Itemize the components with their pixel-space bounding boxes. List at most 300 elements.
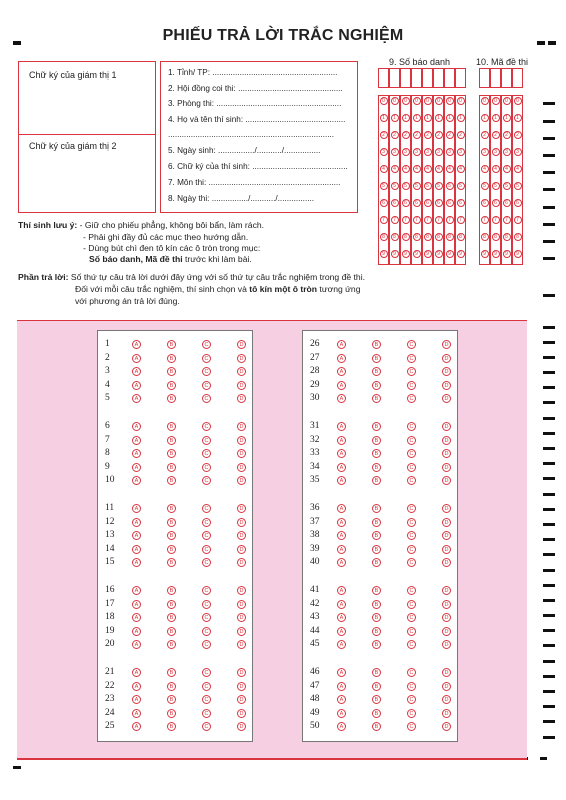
- answer-bubble-a[interactable]: A: [337, 504, 346, 513]
- answer-bubble-d[interactable]: D: [237, 463, 246, 472]
- digit-bubble[interactable]: 4: [402, 165, 410, 173]
- answer-bubble-c[interactable]: C: [407, 640, 416, 649]
- answer-bubble-a[interactable]: A: [337, 709, 346, 718]
- answer-bubble-b[interactable]: B: [372, 640, 381, 649]
- answer-bubble-d[interactable]: D: [237, 627, 246, 636]
- answer-bubble-a[interactable]: A: [337, 354, 346, 363]
- digit-bubble[interactable]: 2: [457, 131, 465, 139]
- digit-bubble[interactable]: 4: [514, 165, 522, 173]
- answer-bubble-b[interactable]: B: [167, 668, 176, 677]
- digit-bubble[interactable]: 8: [413, 233, 421, 241]
- answer-bubble-a[interactable]: A: [337, 381, 346, 390]
- answer-bubble-d[interactable]: D: [442, 422, 451, 431]
- answer-bubble-c[interactable]: C: [407, 600, 416, 609]
- answer-bubble-c[interactable]: C: [202, 682, 211, 691]
- answer-bubble-c[interactable]: C: [407, 668, 416, 677]
- answer-bubble-c[interactable]: C: [202, 709, 211, 718]
- answer-bubble-c[interactable]: C: [407, 722, 416, 731]
- digit-bubble[interactable]: 4: [481, 165, 489, 173]
- answer-bubble-c[interactable]: C: [202, 627, 211, 636]
- id-write-cell[interactable]: [501, 68, 512, 88]
- digit-bubble[interactable]: 7: [391, 216, 399, 224]
- answer-bubble-a[interactable]: A: [337, 436, 346, 445]
- digit-bubble[interactable]: 5: [481, 182, 489, 190]
- answer-bubble-c[interactable]: C: [407, 436, 416, 445]
- answer-bubble-b[interactable]: B: [372, 463, 381, 472]
- answer-bubble-b[interactable]: B: [167, 422, 176, 431]
- answer-bubble-a[interactable]: A: [337, 600, 346, 609]
- answer-bubble-d[interactable]: D: [237, 381, 246, 390]
- digit-bubble[interactable]: 5: [435, 182, 443, 190]
- answer-bubble-d[interactable]: D: [442, 436, 451, 445]
- answer-bubble-a[interactable]: A: [337, 586, 346, 595]
- answer-bubble-d[interactable]: D: [237, 682, 246, 691]
- digit-bubble[interactable]: 3: [481, 148, 489, 156]
- answer-bubble-c[interactable]: C: [202, 504, 211, 513]
- info-field[interactable]: 4. Họ và tên thí sinh: ............................................: [168, 115, 346, 124]
- answer-bubble-a[interactable]: A: [337, 476, 346, 485]
- digit-bubble[interactable]: 8: [402, 233, 410, 241]
- answer-bubble-c[interactable]: C: [407, 504, 416, 513]
- answer-bubble-b[interactable]: B: [167, 531, 176, 540]
- answer-bubble-b[interactable]: B: [372, 586, 381, 595]
- answer-bubble-a[interactable]: A: [132, 463, 141, 472]
- answer-bubble-a[interactable]: A: [132, 722, 141, 731]
- digit-bubble[interactable]: 4: [503, 165, 511, 173]
- answer-bubble-d[interactable]: D: [237, 640, 246, 649]
- answer-bubble-c[interactable]: C: [407, 518, 416, 527]
- info-field[interactable]: .........................................................................: [168, 130, 335, 139]
- answer-bubble-a[interactable]: A: [132, 340, 141, 349]
- answer-bubble-b[interactable]: B: [167, 586, 176, 595]
- answer-bubble-d[interactable]: D: [442, 640, 451, 649]
- answer-bubble-b[interactable]: B: [372, 558, 381, 567]
- answer-bubble-b[interactable]: B: [167, 640, 176, 649]
- answer-bubble-d[interactable]: D: [237, 613, 246, 622]
- digit-bubble[interactable]: 9: [514, 250, 522, 258]
- answer-bubble-d[interactable]: D: [442, 722, 451, 731]
- answer-bubble-d[interactable]: D: [237, 545, 246, 554]
- answer-bubble-c[interactable]: C: [407, 627, 416, 636]
- answer-bubble-a[interactable]: A: [132, 476, 141, 485]
- digit-bubble[interactable]: 4: [457, 165, 465, 173]
- answer-bubble-a[interactable]: A: [132, 695, 141, 704]
- digit-bubble[interactable]: 3: [402, 148, 410, 156]
- answer-bubble-d[interactable]: D: [237, 354, 246, 363]
- answer-bubble-c[interactable]: C: [202, 722, 211, 731]
- answer-bubble-a[interactable]: A: [337, 545, 346, 554]
- answer-bubble-d[interactable]: D: [237, 449, 246, 458]
- answer-bubble-c[interactable]: C: [407, 545, 416, 554]
- answer-bubble-d[interactable]: D: [237, 668, 246, 677]
- digit-bubble[interactable]: 8: [380, 233, 388, 241]
- answer-bubble-d[interactable]: D: [442, 449, 451, 458]
- digit-bubble[interactable]: 9: [481, 250, 489, 258]
- info-field[interactable]: 7. Môn thi: ..........................................................: [168, 178, 341, 187]
- digit-bubble[interactable]: 7: [380, 216, 388, 224]
- answer-bubble-c[interactable]: C: [202, 436, 211, 445]
- digit-bubble[interactable]: 1: [446, 114, 454, 122]
- digit-bubble[interactable]: 0: [514, 97, 522, 105]
- answer-bubble-d[interactable]: D: [237, 518, 246, 527]
- answer-bubble-d[interactable]: D: [442, 476, 451, 485]
- answer-bubble-b[interactable]: B: [167, 354, 176, 363]
- digit-bubble[interactable]: 4: [492, 165, 500, 173]
- digit-bubble[interactable]: 9: [457, 250, 465, 258]
- answer-bubble-a[interactable]: A: [337, 682, 346, 691]
- digit-bubble[interactable]: 5: [503, 182, 511, 190]
- id-write-cell[interactable]: [378, 68, 389, 88]
- answer-bubble-b[interactable]: B: [372, 722, 381, 731]
- answer-bubble-b[interactable]: B: [167, 394, 176, 403]
- answer-bubble-a[interactable]: A: [337, 531, 346, 540]
- answer-bubble-b[interactable]: B: [372, 367, 381, 376]
- digit-bubble[interactable]: 5: [380, 182, 388, 190]
- answer-bubble-c[interactable]: C: [202, 463, 211, 472]
- digit-bubble[interactable]: 4: [446, 165, 454, 173]
- answer-bubble-b[interactable]: B: [372, 668, 381, 677]
- digit-bubble[interactable]: 7: [503, 216, 511, 224]
- digit-bubble[interactable]: 2: [503, 131, 511, 139]
- digit-bubble[interactable]: 7: [413, 216, 421, 224]
- answer-bubble-d[interactable]: D: [237, 422, 246, 431]
- answer-bubble-c[interactable]: C: [202, 531, 211, 540]
- answer-bubble-b[interactable]: B: [372, 682, 381, 691]
- answer-bubble-c[interactable]: C: [202, 340, 211, 349]
- digit-bubble[interactable]: 8: [435, 233, 443, 241]
- digit-bubble[interactable]: 6: [380, 199, 388, 207]
- digit-bubble[interactable]: 5: [492, 182, 500, 190]
- answer-bubble-c[interactable]: C: [202, 394, 211, 403]
- answer-bubble-b[interactable]: B: [372, 627, 381, 636]
- answer-bubble-a[interactable]: A: [132, 640, 141, 649]
- answer-bubble-c[interactable]: C: [407, 367, 416, 376]
- digit-bubble[interactable]: 8: [446, 233, 454, 241]
- answer-bubble-b[interactable]: B: [372, 709, 381, 718]
- answer-bubble-a[interactable]: A: [337, 695, 346, 704]
- digit-bubble[interactable]: 8: [481, 233, 489, 241]
- digit-bubble[interactable]: 3: [435, 148, 443, 156]
- digit-bubble[interactable]: 3: [457, 148, 465, 156]
- answer-bubble-c[interactable]: C: [202, 518, 211, 527]
- answer-bubble-b[interactable]: B: [372, 422, 381, 431]
- answer-bubble-d[interactable]: D: [442, 340, 451, 349]
- answer-bubble-d[interactable]: D: [442, 558, 451, 567]
- digit-bubble[interactable]: 0: [391, 97, 399, 105]
- answer-bubble-b[interactable]: B: [372, 531, 381, 540]
- digit-bubble[interactable]: 7: [424, 216, 432, 224]
- answer-bubble-a[interactable]: A: [132, 682, 141, 691]
- answer-bubble-b[interactable]: B: [372, 394, 381, 403]
- answer-bubble-c[interactable]: C: [202, 381, 211, 390]
- answer-bubble-a[interactable]: A: [132, 394, 141, 403]
- answer-bubble-b[interactable]: B: [167, 558, 176, 567]
- digit-bubble[interactable]: 6: [492, 199, 500, 207]
- answer-bubble-d[interactable]: D: [442, 709, 451, 718]
- answer-bubble-c[interactable]: C: [407, 695, 416, 704]
- digit-bubble[interactable]: 0: [424, 97, 432, 105]
- answer-bubble-d[interactable]: D: [237, 695, 246, 704]
- answer-bubble-a[interactable]: A: [132, 422, 141, 431]
- answer-bubble-a[interactable]: A: [337, 394, 346, 403]
- answer-bubble-a[interactable]: A: [132, 436, 141, 445]
- answer-bubble-b[interactable]: B: [372, 354, 381, 363]
- answer-bubble-d[interactable]: D: [442, 354, 451, 363]
- answer-bubble-a[interactable]: A: [132, 449, 141, 458]
- id-write-cell[interactable]: [490, 68, 501, 88]
- answer-bubble-a[interactable]: A: [337, 640, 346, 649]
- info-field[interactable]: 1. Tỉnh/ TP: .......................................................: [168, 68, 338, 77]
- digit-bubble[interactable]: 8: [503, 233, 511, 241]
- digit-bubble[interactable]: 3: [446, 148, 454, 156]
- answer-bubble-d[interactable]: D: [442, 394, 451, 403]
- digit-bubble[interactable]: 8: [391, 233, 399, 241]
- info-field[interactable]: 6. Chữ ký của thí sinh: ..........................................: [168, 162, 348, 171]
- digit-bubble[interactable]: 1: [413, 114, 421, 122]
- answer-bubble-c[interactable]: C: [407, 381, 416, 390]
- digit-bubble[interactable]: 0: [492, 97, 500, 105]
- digit-bubble[interactable]: 7: [402, 216, 410, 224]
- digit-bubble[interactable]: 0: [413, 97, 421, 105]
- answer-bubble-c[interactable]: C: [407, 354, 416, 363]
- answer-bubble-a[interactable]: A: [132, 613, 141, 622]
- id-write-cell[interactable]: [433, 68, 444, 88]
- digit-bubble[interactable]: 0: [402, 97, 410, 105]
- digit-bubble[interactable]: 4: [380, 165, 388, 173]
- digit-bubble[interactable]: 5: [457, 182, 465, 190]
- answer-bubble-d[interactable]: D: [442, 613, 451, 622]
- digit-bubble[interactable]: 3: [514, 148, 522, 156]
- answer-bubble-a[interactable]: A: [337, 463, 346, 472]
- answer-bubble-b[interactable]: B: [372, 436, 381, 445]
- answer-bubble-b[interactable]: B: [167, 722, 176, 731]
- answer-bubble-c[interactable]: C: [202, 695, 211, 704]
- id-write-cell[interactable]: [389, 68, 400, 88]
- answer-bubble-d[interactable]: D: [442, 504, 451, 513]
- digit-bubble[interactable]: 3: [424, 148, 432, 156]
- answer-bubble-c[interactable]: C: [202, 367, 211, 376]
- digit-bubble[interactable]: 1: [457, 114, 465, 122]
- answer-bubble-c[interactable]: C: [202, 449, 211, 458]
- digit-bubble[interactable]: 7: [492, 216, 500, 224]
- id-write-cell[interactable]: [411, 68, 422, 88]
- digit-bubble[interactable]: 6: [446, 199, 454, 207]
- answer-bubble-b[interactable]: B: [167, 682, 176, 691]
- answer-bubble-c[interactable]: C: [202, 586, 211, 595]
- answer-bubble-a[interactable]: A: [132, 518, 141, 527]
- answer-bubble-c[interactable]: C: [202, 545, 211, 554]
- answer-bubble-b[interactable]: B: [167, 545, 176, 554]
- answer-bubble-b[interactable]: B: [167, 476, 176, 485]
- digit-bubble[interactable]: 9: [402, 250, 410, 258]
- digit-bubble[interactable]: 0: [435, 97, 443, 105]
- answer-bubble-b[interactable]: B: [167, 600, 176, 609]
- digit-bubble[interactable]: 5: [424, 182, 432, 190]
- digit-bubble[interactable]: 4: [424, 165, 432, 173]
- digit-bubble[interactable]: 1: [503, 114, 511, 122]
- digit-bubble[interactable]: 1: [435, 114, 443, 122]
- id-write-cell[interactable]: [400, 68, 411, 88]
- answer-bubble-a[interactable]: A: [132, 627, 141, 636]
- digit-bubble[interactable]: 2: [424, 131, 432, 139]
- answer-bubble-d[interactable]: D: [237, 394, 246, 403]
- answer-bubble-a[interactable]: A: [132, 586, 141, 595]
- answer-bubble-d[interactable]: D: [442, 518, 451, 527]
- digit-bubble[interactable]: 5: [391, 182, 399, 190]
- digit-bubble[interactable]: 5: [446, 182, 454, 190]
- answer-bubble-c[interactable]: C: [202, 668, 211, 677]
- answer-bubble-d[interactable]: D: [442, 682, 451, 691]
- digit-bubble[interactable]: 6: [391, 199, 399, 207]
- digit-bubble[interactable]: 4: [391, 165, 399, 173]
- answer-bubble-d[interactable]: D: [442, 586, 451, 595]
- digit-bubble[interactable]: 1: [402, 114, 410, 122]
- digit-bubble[interactable]: 7: [446, 216, 454, 224]
- answer-bubble-b[interactable]: B: [167, 436, 176, 445]
- digit-bubble[interactable]: 7: [457, 216, 465, 224]
- digit-bubble[interactable]: 1: [380, 114, 388, 122]
- digit-bubble[interactable]: 2: [435, 131, 443, 139]
- answer-bubble-c[interactable]: C: [407, 394, 416, 403]
- answer-bubble-b[interactable]: B: [167, 613, 176, 622]
- digit-bubble[interactable]: 3: [391, 148, 399, 156]
- answer-bubble-c[interactable]: C: [407, 531, 416, 540]
- digit-bubble[interactable]: 8: [424, 233, 432, 241]
- digit-bubble[interactable]: 6: [514, 199, 522, 207]
- answer-bubble-c[interactable]: C: [202, 476, 211, 485]
- digit-bubble[interactable]: 6: [413, 199, 421, 207]
- digit-bubble[interactable]: 2: [402, 131, 410, 139]
- digit-bubble[interactable]: 0: [380, 97, 388, 105]
- digit-bubble[interactable]: 7: [435, 216, 443, 224]
- answer-bubble-c[interactable]: C: [202, 558, 211, 567]
- digit-bubble[interactable]: 9: [435, 250, 443, 258]
- answer-bubble-a[interactable]: A: [337, 722, 346, 731]
- answer-bubble-a[interactable]: A: [337, 449, 346, 458]
- answer-bubble-b[interactable]: B: [372, 476, 381, 485]
- answer-bubble-b[interactable]: B: [372, 449, 381, 458]
- digit-bubble[interactable]: 8: [457, 233, 465, 241]
- answer-bubble-c[interactable]: C: [202, 422, 211, 431]
- digit-bubble[interactable]: 9: [492, 250, 500, 258]
- answer-bubble-b[interactable]: B: [167, 340, 176, 349]
- digit-bubble[interactable]: 2: [481, 131, 489, 139]
- answer-bubble-c[interactable]: C: [407, 558, 416, 567]
- answer-bubble-a[interactable]: A: [337, 422, 346, 431]
- digit-bubble[interactable]: 8: [492, 233, 500, 241]
- digit-bubble[interactable]: 9: [391, 250, 399, 258]
- info-field[interactable]: 2. Hội đồng coi thi: ..............................................: [168, 84, 343, 93]
- answer-bubble-a[interactable]: A: [337, 367, 346, 376]
- digit-bubble[interactable]: 6: [435, 199, 443, 207]
- answer-bubble-d[interactable]: D: [237, 367, 246, 376]
- info-field[interactable]: 8. Ngày thi: ................/.........../................: [168, 194, 315, 203]
- digit-bubble[interactable]: 4: [413, 165, 421, 173]
- answer-bubble-a[interactable]: A: [132, 545, 141, 554]
- answer-bubble-d[interactable]: D: [237, 531, 246, 540]
- digit-bubble[interactable]: 0: [481, 97, 489, 105]
- answer-bubble-a[interactable]: A: [132, 709, 141, 718]
- answer-bubble-d[interactable]: D: [237, 436, 246, 445]
- answer-bubble-c[interactable]: C: [407, 682, 416, 691]
- digit-bubble[interactable]: 2: [514, 131, 522, 139]
- answer-bubble-a[interactable]: A: [337, 627, 346, 636]
- digit-bubble[interactable]: 2: [492, 131, 500, 139]
- answer-bubble-c[interactable]: C: [407, 463, 416, 472]
- answer-bubble-c[interactable]: C: [202, 354, 211, 363]
- answer-bubble-a[interactable]: A: [337, 518, 346, 527]
- answer-bubble-a[interactable]: A: [337, 558, 346, 567]
- answer-bubble-c[interactable]: C: [407, 586, 416, 595]
- digit-bubble[interactable]: 5: [402, 182, 410, 190]
- digit-bubble[interactable]: 0: [457, 97, 465, 105]
- digit-bubble[interactable]: 1: [492, 114, 500, 122]
- answer-bubble-b[interactable]: B: [167, 709, 176, 718]
- answer-bubble-b[interactable]: B: [372, 504, 381, 513]
- digit-bubble[interactable]: 6: [457, 199, 465, 207]
- answer-bubble-d[interactable]: D: [442, 463, 451, 472]
- answer-bubble-d[interactable]: D: [237, 476, 246, 485]
- answer-bubble-c[interactable]: C: [407, 476, 416, 485]
- answer-bubble-c[interactable]: C: [202, 640, 211, 649]
- answer-bubble-c[interactable]: C: [202, 600, 211, 609]
- digit-bubble[interactable]: 2: [446, 131, 454, 139]
- digit-bubble[interactable]: 4: [435, 165, 443, 173]
- answer-bubble-d[interactable]: D: [237, 504, 246, 513]
- info-field[interactable]: 5. Ngày sinh: ................/.........../................: [168, 146, 321, 155]
- answer-bubble-c[interactable]: C: [407, 613, 416, 622]
- answer-bubble-b[interactable]: B: [372, 695, 381, 704]
- answer-bubble-d[interactable]: D: [237, 558, 246, 567]
- answer-bubble-d[interactable]: D: [442, 627, 451, 636]
- digit-bubble[interactable]: 2: [413, 131, 421, 139]
- answer-bubble-a[interactable]: A: [132, 354, 141, 363]
- answer-bubble-b[interactable]: B: [167, 367, 176, 376]
- answer-bubble-b[interactable]: B: [167, 518, 176, 527]
- digit-bubble[interactable]: 2: [391, 131, 399, 139]
- digit-bubble[interactable]: 2: [380, 131, 388, 139]
- answer-bubble-c[interactable]: C: [407, 422, 416, 431]
- answer-bubble-a[interactable]: A: [132, 367, 141, 376]
- answer-bubble-d[interactable]: D: [237, 709, 246, 718]
- answer-bubble-a[interactable]: A: [132, 504, 141, 513]
- digit-bubble[interactable]: 9: [424, 250, 432, 258]
- answer-bubble-b[interactable]: B: [167, 627, 176, 636]
- digit-bubble[interactable]: 0: [446, 97, 454, 105]
- digit-bubble[interactable]: 0: [503, 97, 511, 105]
- answer-bubble-b[interactable]: B: [167, 504, 176, 513]
- answer-bubble-d[interactable]: D: [442, 381, 451, 390]
- answer-bubble-b[interactable]: B: [372, 518, 381, 527]
- digit-bubble[interactable]: 6: [424, 199, 432, 207]
- answer-bubble-d[interactable]: D: [442, 695, 451, 704]
- answer-bubble-c[interactable]: C: [202, 613, 211, 622]
- digit-bubble[interactable]: 7: [514, 216, 522, 224]
- id-write-cell[interactable]: [479, 68, 490, 88]
- answer-bubble-b[interactable]: B: [372, 613, 381, 622]
- answer-bubble-a[interactable]: A: [132, 668, 141, 677]
- answer-bubble-d[interactable]: D: [442, 367, 451, 376]
- id-write-cell[interactable]: [444, 68, 455, 88]
- digit-bubble[interactable]: 3: [380, 148, 388, 156]
- answer-bubble-a[interactable]: A: [132, 531, 141, 540]
- answer-bubble-b[interactable]: B: [372, 600, 381, 609]
- answer-bubble-b[interactable]: B: [167, 381, 176, 390]
- digit-bubble[interactable]: 6: [481, 199, 489, 207]
- digit-bubble[interactable]: 9: [446, 250, 454, 258]
- answer-bubble-d[interactable]: D: [442, 545, 451, 554]
- answer-bubble-b[interactable]: B: [372, 545, 381, 554]
